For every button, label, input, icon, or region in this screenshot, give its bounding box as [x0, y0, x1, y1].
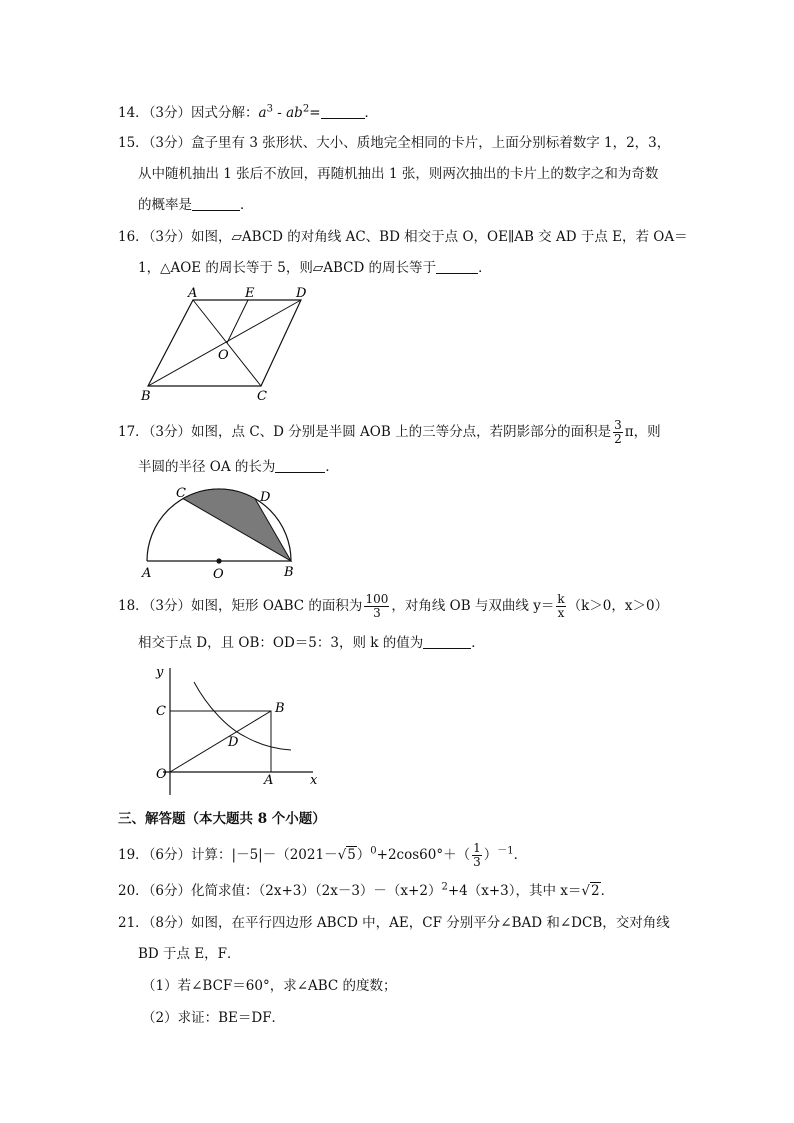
- fraction-numerator: 3: [614, 418, 622, 432]
- hyperbola-curve: [194, 682, 291, 750]
- fraction-3-2: [613, 419, 623, 446]
- period: ．: [325, 459, 339, 475]
- period: ．: [240, 197, 254, 213]
- label-c: C: [257, 389, 267, 404]
- semicircle-figure: [136, 482, 306, 582]
- question-score: （3分）: [148, 135, 192, 151]
- question-text: 1，△AOE 的周长等于 5，则▱ABCD 的周长等于: [138, 260, 437, 276]
- answer-blank: [423, 634, 471, 649]
- question-number: 17．: [118, 424, 149, 440]
- question-number: 15．: [118, 135, 149, 151]
- label-e: E: [245, 286, 255, 301]
- fraction-k-x: [556, 593, 565, 620]
- label-d: D: [228, 735, 239, 750]
- question-score: （3分）: [148, 105, 192, 121]
- sqrt-radicand: 2: [591, 883, 600, 899]
- question-text: π，则: [624, 424, 661, 440]
- question-score: （3分）: [148, 424, 192, 440]
- math-op: =: [309, 105, 321, 121]
- period: ．: [600, 883, 615, 899]
- math-var: a: [258, 105, 267, 121]
- question-text: 如图，点 C、D 分别是半圆 AOB 上的三等分点，若阴影部分的面积是: [191, 424, 612, 440]
- question-score: （8分）: [148, 915, 192, 931]
- parallelogram-figure: [138, 286, 318, 406]
- label-x: x: [310, 773, 318, 788]
- period: ．: [364, 105, 379, 121]
- question-text: 如图，在平行四边形 ABCD 中，AE，CF 分别平分∠BAD 和∠DCB，交对角线: [191, 915, 670, 931]
- sqrt-symbol: √: [581, 883, 591, 899]
- question-text: +4（x+3），其中 x＝: [447, 883, 582, 899]
- question-18-line-1: [118, 593, 668, 620]
- fraction-numerator: 100: [365, 592, 389, 606]
- answer-blank: [436, 259, 478, 274]
- answer-blank: [321, 104, 365, 119]
- question-17-line-1: [118, 419, 661, 446]
- question-text: 因式分解：: [191, 105, 259, 121]
- label-d: D: [296, 286, 307, 301]
- question-text: 相交于点 D，且 OB：OD＝5：3，则 k 的值为: [138, 635, 424, 651]
- question-score: （6分）: [148, 847, 192, 863]
- math-op: -: [272, 105, 287, 121]
- question-number: 19．: [118, 847, 149, 863]
- fraction-denominator: x: [557, 606, 565, 620]
- period: ．: [513, 847, 528, 863]
- label-y: y: [156, 665, 164, 680]
- fraction-denominator: 3: [473, 855, 481, 869]
- question-15-line-3: [138, 196, 254, 214]
- period: ．: [471, 635, 485, 651]
- question-score: （3分）: [148, 598, 192, 614]
- question-number: 18．: [118, 598, 149, 614]
- exponent: 0: [370, 845, 377, 857]
- exponent: 2: [441, 881, 448, 893]
- fraction-numerator: k: [557, 592, 565, 606]
- question-text: ）: [356, 847, 371, 863]
- rectangle-hyperbola-figure: [148, 660, 328, 800]
- label-o: O: [218, 348, 229, 363]
- question-score: （3分）: [148, 229, 192, 245]
- question-text: ，对角线 OB 与双曲线 y＝: [391, 598, 555, 614]
- period: ．: [478, 260, 492, 276]
- question-15-line-1: [118, 134, 670, 152]
- question-text: 如图，矩形 OABC 的面积为: [191, 598, 363, 614]
- label-a: A: [264, 773, 274, 788]
- question-21-part-2: （2）求证：BE＝DF．: [142, 1010, 286, 1026]
- label-d: D: [260, 490, 271, 505]
- question-19: [118, 842, 527, 869]
- question-number: 14．: [118, 105, 149, 121]
- exponent: －1: [497, 845, 514, 857]
- question-text: ）: [483, 847, 498, 863]
- question-16-line-1: [118, 228, 688, 246]
- center-point-o: [216, 558, 221, 563]
- question-number: 20．: [118, 883, 149, 899]
- label-b: B: [275, 701, 285, 716]
- fraction-denominator: 3: [373, 606, 381, 620]
- question-score: （6分）: [148, 883, 192, 899]
- sqrt-radicand: 5: [347, 847, 356, 863]
- label-a: A: [142, 566, 152, 581]
- answer-blank: [275, 458, 325, 473]
- question-text: （k＞0，x＞0）: [567, 598, 669, 614]
- question-text: +2cos60°＋（: [376, 847, 471, 863]
- question-14: 14．（3分）因式分解：$a^3 - ab^2=$ ．: [118, 103, 379, 121]
- fraction-numerator: 1: [473, 841, 481, 855]
- question-text: 化简求值：（2x+3）（2x－3）－（x+2）: [191, 883, 442, 899]
- section-heading: 三、解答题（本大题共 8 个小题）: [118, 811, 326, 827]
- fraction-1-3: [472, 842, 482, 869]
- question-21-line-2: BD 于点 E，F．: [138, 946, 241, 962]
- answer-blank: [192, 196, 240, 211]
- question-17-line-2: [138, 458, 339, 476]
- label-o: O: [213, 567, 224, 582]
- fraction-denominator: 2: [614, 432, 622, 446]
- question-21-line-1: [118, 914, 670, 932]
- label-a: A: [188, 286, 198, 301]
- question-text: 的概率是: [138, 197, 192, 213]
- label-b: B: [284, 565, 294, 580]
- shaded-region: [183, 489, 291, 561]
- sqrt-symbol: √: [337, 847, 347, 863]
- question-text: 计算：|－5|－（2021－: [191, 847, 338, 863]
- label-c: C: [156, 704, 166, 719]
- question-18-line-2: [138, 634, 485, 652]
- math-var: ab: [286, 105, 303, 121]
- label-c: C: [176, 486, 186, 501]
- question-21-part-1: （1）若∠BCF＝60°，求∠ABC 的度数；: [142, 978, 397, 994]
- question-text: 如图，▱ABCD 的对角线 AC、BD 相交于点 O，OE∥AB 交 AD 于点 E，若 OA＝: [191, 229, 688, 245]
- question-text: 盒子里有 3 张形状、大小、质地完全相同的卡片，上面分别标着数字 1，2，3，: [191, 135, 671, 151]
- label-o: O: [156, 767, 167, 782]
- question-16-line-2: [138, 259, 492, 277]
- label-b: B: [141, 389, 151, 404]
- question-text: 半圆的半径 OA 的长为: [138, 459, 276, 475]
- question-20: [118, 882, 614, 900]
- fraction-100-3: [364, 593, 389, 620]
- segment-oe: [227, 300, 248, 343]
- question-number: 21．: [118, 915, 149, 931]
- question-15-line-2: 从中随机抽出 1 张后不放回，再随机抽出 1 张，则两次抽出的卡片上的数字之和为奇数: [138, 166, 659, 182]
- question-number: 16．: [118, 229, 149, 245]
